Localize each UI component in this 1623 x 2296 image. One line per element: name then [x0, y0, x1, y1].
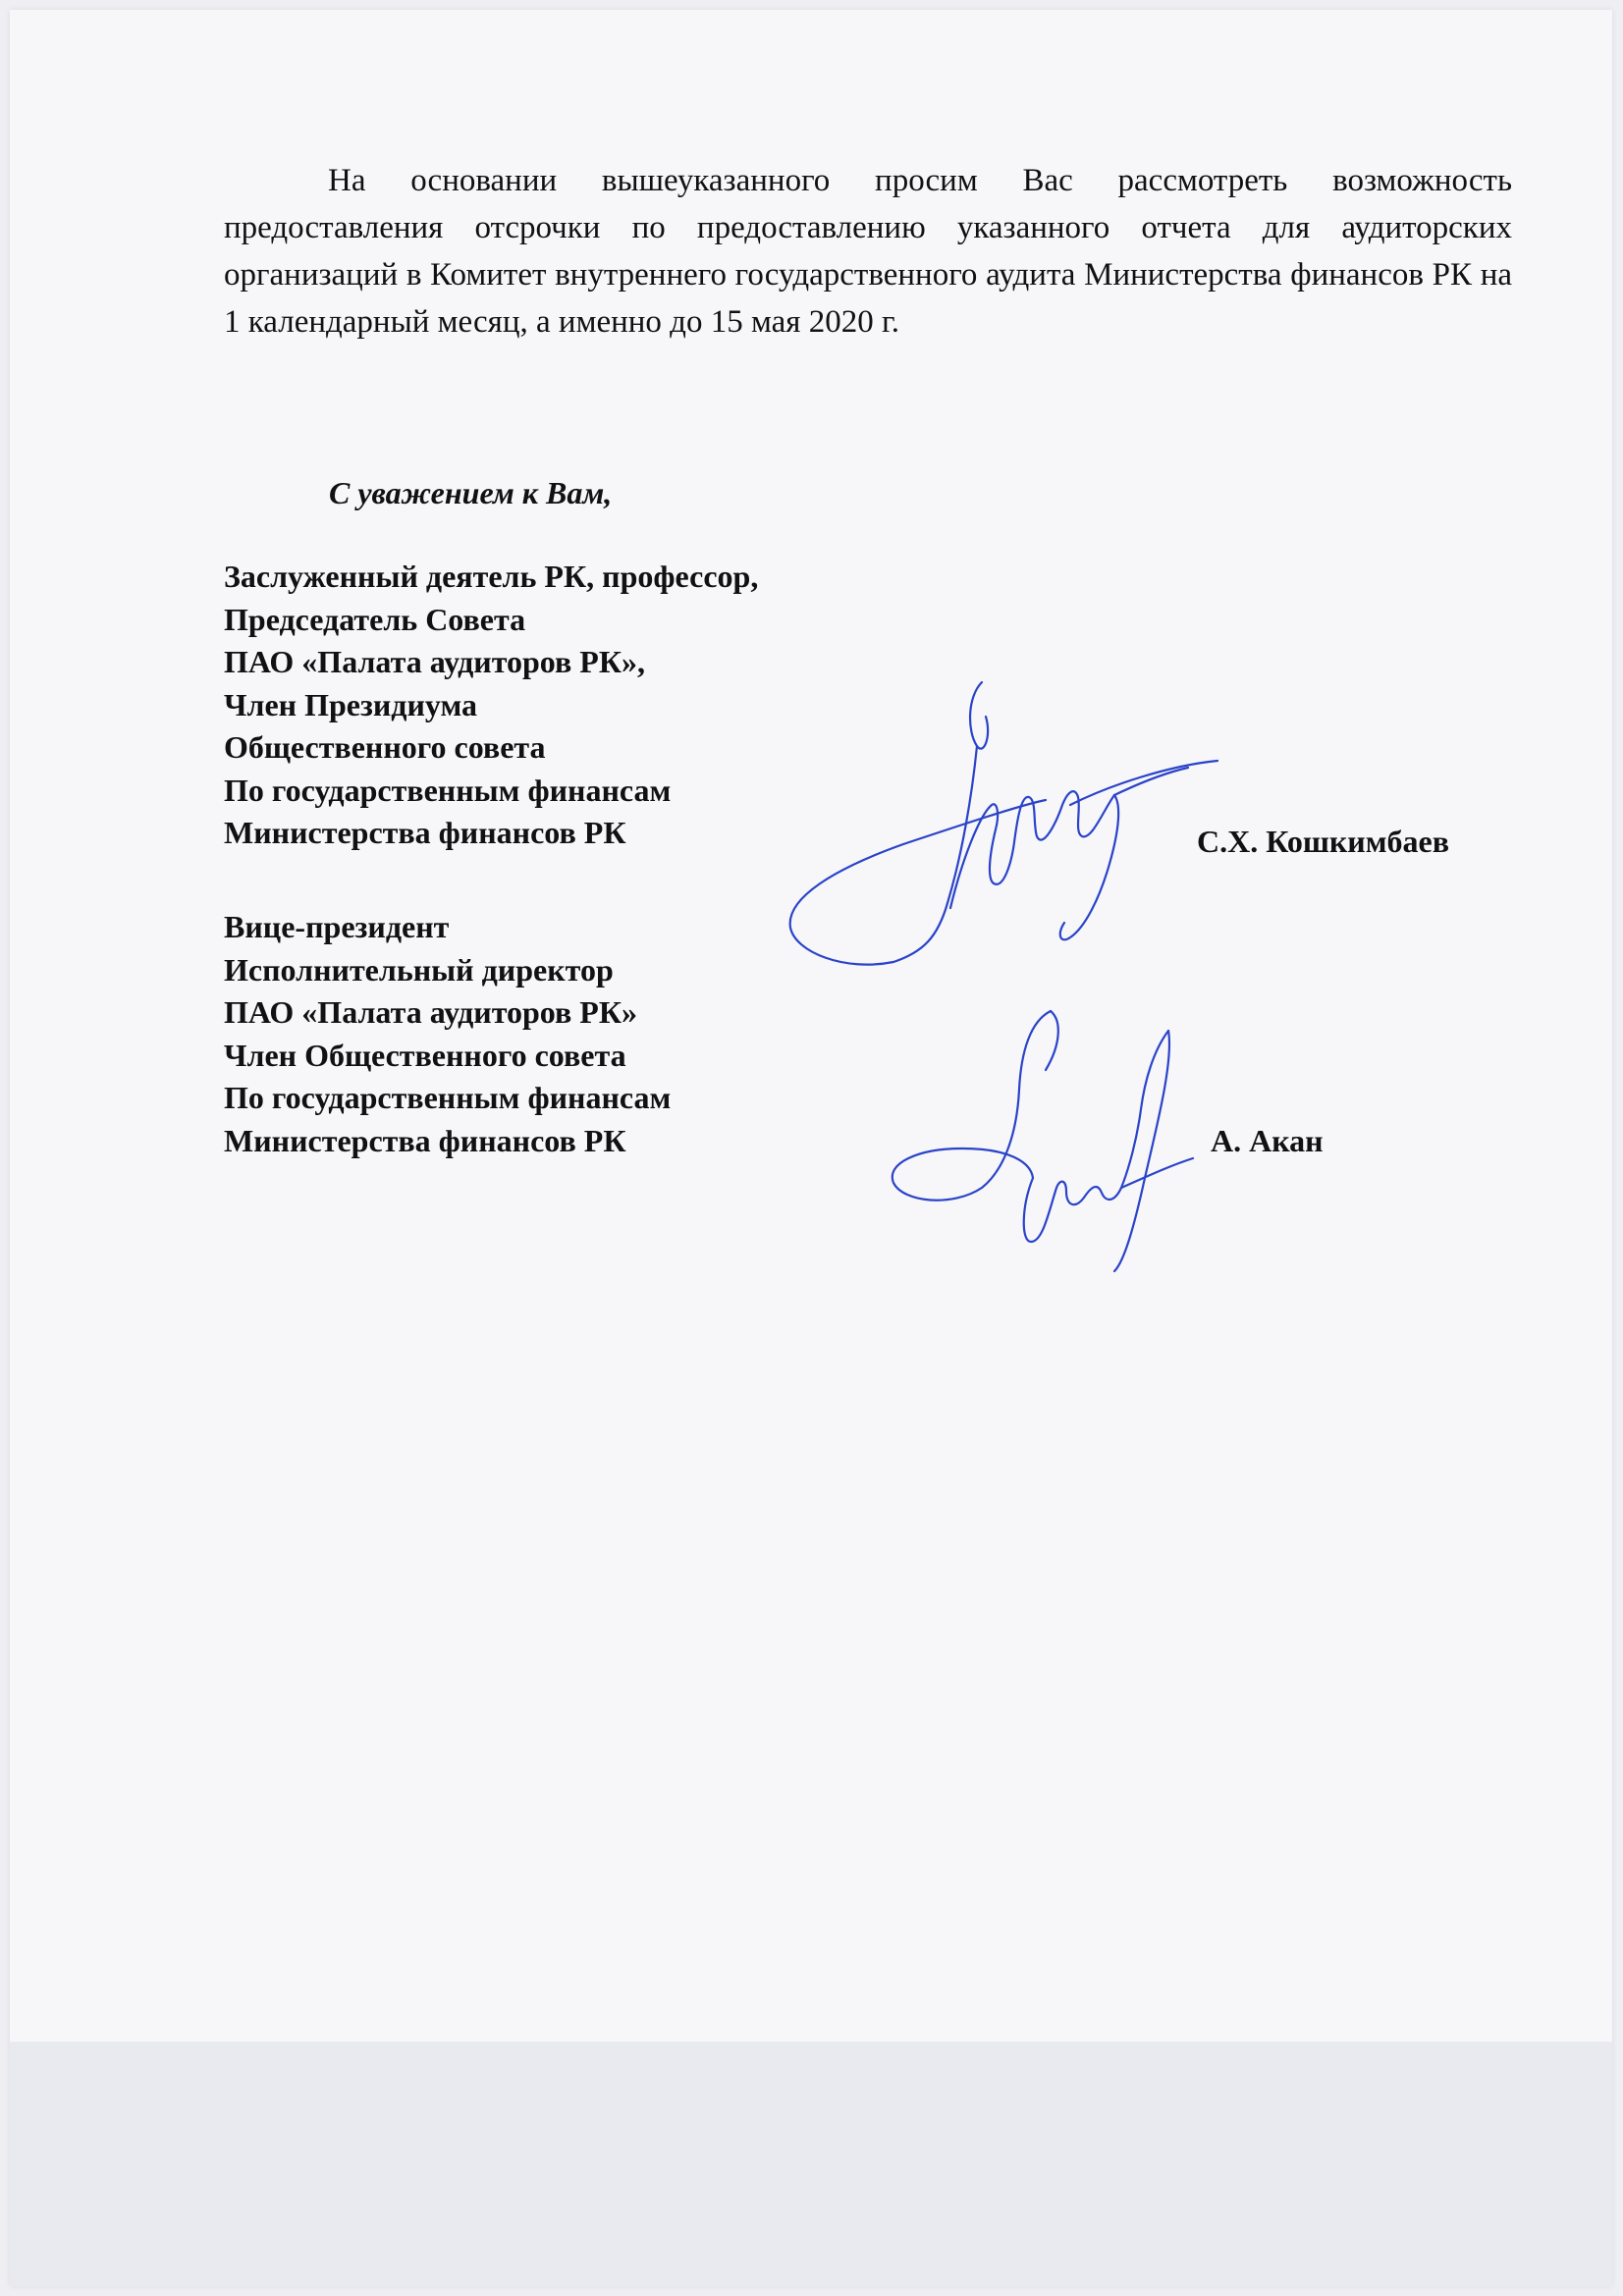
signatory-title-line: Член Общественного совета [224, 1037, 626, 1073]
signatory-title-line: Министерства финансов РК [224, 815, 626, 850]
signatory-title-line: Общественного совета [224, 729, 546, 765]
signatory-title-line: Вице-президент [224, 909, 450, 944]
signatory-title-line: Председатель Совета [224, 601, 526, 637]
signatory-title-line: Заслуженный деятель РК, профессор, [224, 559, 759, 594]
closing-phrase: С уважением к Вам, [329, 475, 613, 510]
document-page [10, 10, 1612, 2286]
handwritten-signature-icon [776, 658, 1227, 991]
signatory-title-line: ПАО «Палата аудиторов РК» [224, 994, 638, 1030]
signatory-title-line: Член Президиума [224, 686, 478, 722]
scan-shading [10, 2042, 1612, 2286]
signatory-1-title-block [224, 556, 758, 855]
signatory-title-line: Исполнительный директор [224, 951, 614, 988]
signatory-title-line: Министерства финансов РК [224, 1122, 626, 1158]
signatory-title-line: По государственным финансам [224, 1080, 672, 1115]
handwritten-signature-icon [874, 991, 1208, 1286]
signatory-title-line: По государственным финансам [224, 772, 672, 808]
signatory-2-title-block [224, 906, 671, 1162]
body-paragraph: На основании вышеуказанного просим Вас рассмотреть возможность предоставления отсрочки по предоставлению указанного отчета для аудиторских организаций в Комитет внутреннего государственного аудита Министерства финансов РК на 1 календарный месяц, а именно до 15 мая 2020 г. [224, 163, 1512, 340]
signatory-1-name: С.Х. Кошкимбаев [1197, 824, 1449, 859]
signatory-title-line: ПАО «Палата аудиторов РК», [224, 644, 646, 679]
signatory-2-name: А. Акан [1211, 1123, 1324, 1158]
